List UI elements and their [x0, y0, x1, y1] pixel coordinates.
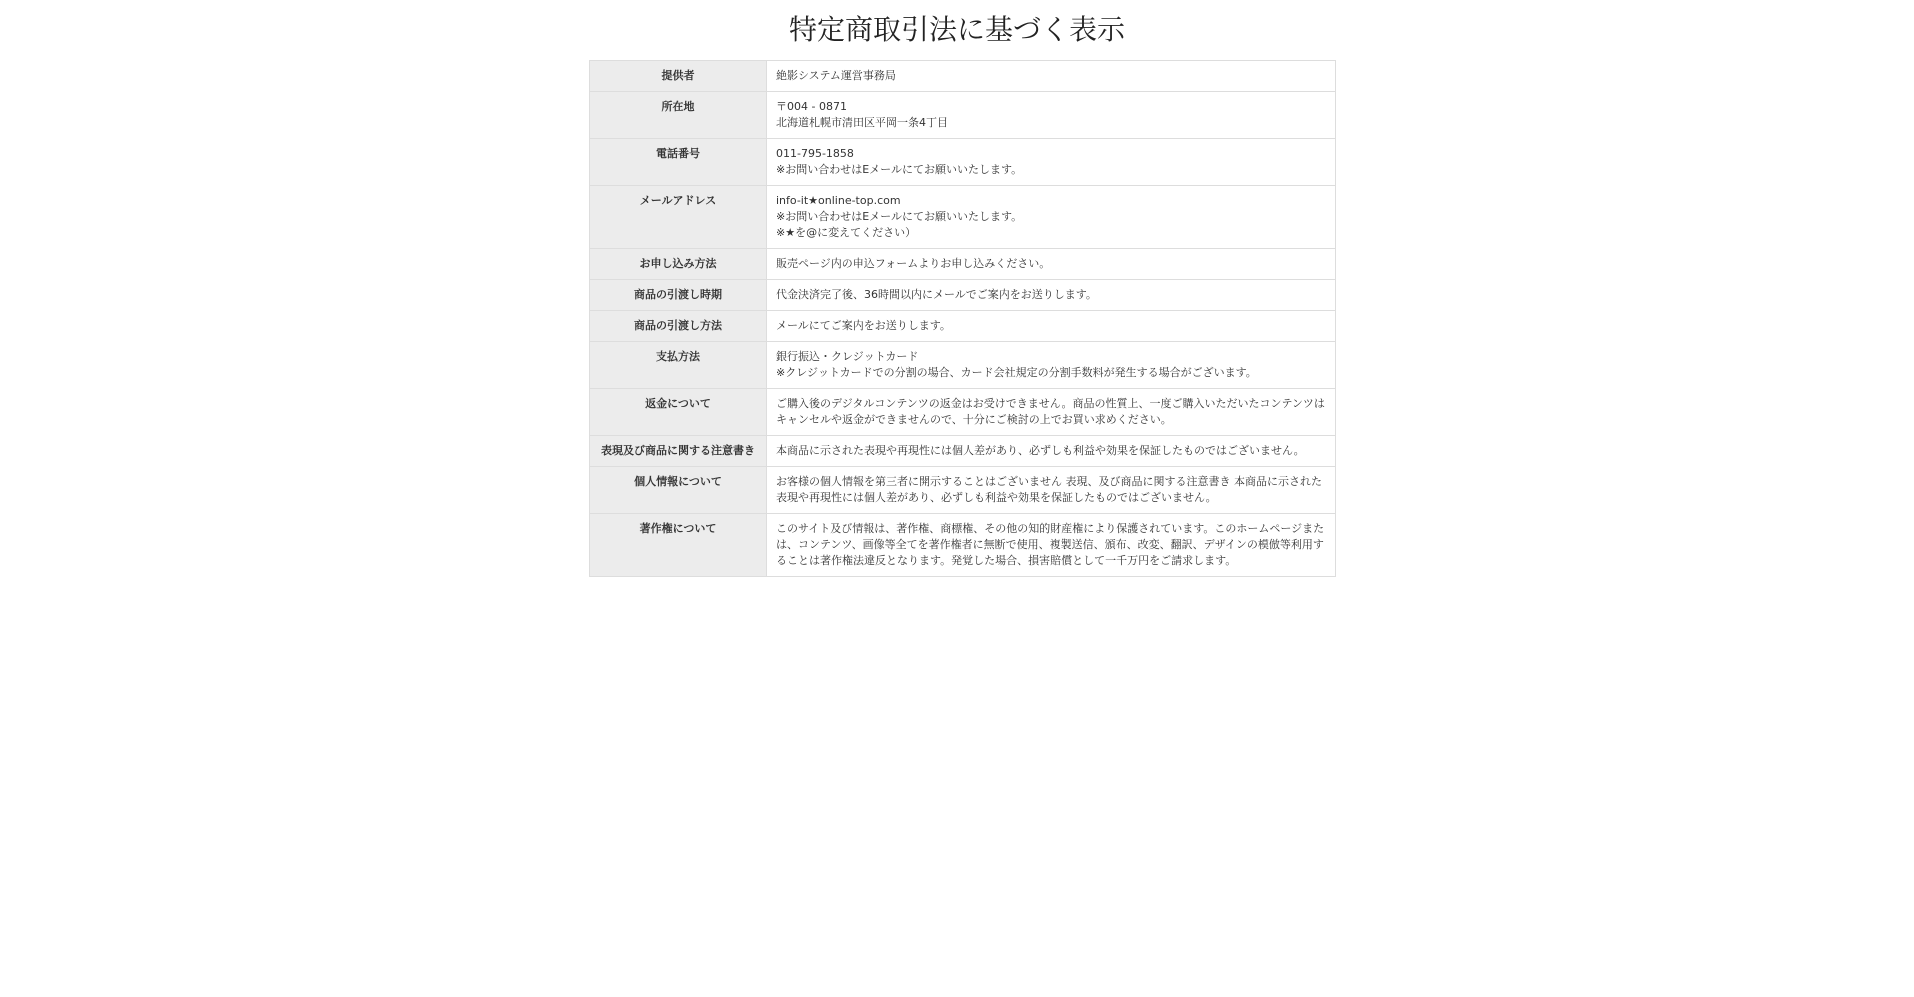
table-row-refund: [590, 389, 1336, 436]
value-line: 銀行振込・クレジットカード: [776, 350, 919, 363]
value-line: 絶影システム運営事務局: [776, 69, 896, 82]
table-row-email: [590, 186, 1336, 249]
row-label: 商品の引渡し方法: [590, 311, 767, 342]
row-value: [767, 311, 1336, 342]
value-line: ご購入後のデジタルコンテンツの返金はお受けできません。商品の性質上、一度ご購入いただいたコンテンツはキャンセルや返金ができませんので、十分にご検討の上でお買い求めください。: [776, 397, 1325, 426]
commerce-law-table: [589, 60, 1336, 577]
row-label: メールアドレス: [590, 186, 767, 249]
table-row-delivery-time: [590, 280, 1336, 311]
row-value: [767, 467, 1336, 514]
value-line: 〒004 - 0871: [776, 100, 847, 113]
page-title: 特定商取引法に基づく表示: [788, 13, 1125, 46]
row-label: 支払方法: [590, 342, 767, 389]
value-line: ※クレジットカードでの分割の場合、カード会社規定の分割手数料が発生する場合がございます。: [776, 366, 1257, 379]
value-line: info-it★online-top.com: [776, 194, 901, 207]
value-line: メールにてご案内をお送りします。: [776, 319, 951, 332]
row-label: 電話番号: [590, 139, 767, 186]
value-line: 011-795-1858: [776, 147, 854, 160]
table-row-application-method: [590, 249, 1336, 280]
value-line: 北海道札幌市清田区平岡一条4丁目: [776, 116, 948, 129]
row-value: [767, 249, 1336, 280]
row-label: 表現及び商品に関する注意書き: [590, 436, 767, 467]
table-row-privacy: [590, 467, 1336, 514]
row-value: [767, 514, 1336, 577]
table-row-provider: [590, 61, 1336, 92]
value-line: お客様の個人情報を第三者に開示することはございません 表現、及び商品に関する注意書き 本商品に示された表現や再現性には個人差があり、必ずしも利益や効果を保証したものではございません。: [776, 475, 1322, 504]
row-label: 所在地: [590, 92, 767, 139]
row-value: [767, 61, 1336, 92]
row-value: [767, 186, 1336, 249]
table-row-disclaimer: [590, 436, 1336, 467]
row-label: 商品の引渡し時期: [590, 280, 767, 311]
table-row-payment-method: [590, 342, 1336, 389]
value-line: 本商品に示された表現や再現性には個人差があり、必ずしも利益や効果を保証したものではございません。: [776, 444, 1305, 457]
table-row-address: [590, 92, 1336, 139]
row-label: 著作権について: [590, 514, 767, 577]
table-row-phone: [590, 139, 1336, 186]
row-value: [767, 342, 1336, 389]
row-value: [767, 389, 1336, 436]
value-line: ※★を@に変えてください）: [776, 226, 917, 239]
value-line: 販売ページ内の申込フォームよりお申し込みください。: [776, 257, 1051, 270]
row-label: 返金について: [590, 389, 767, 436]
row-value: [767, 436, 1336, 467]
row-label: お申し込み方法: [590, 249, 767, 280]
row-label: 提供者: [590, 61, 767, 92]
row-label: 個人情報について: [590, 467, 767, 514]
value-line: ※お問い合わせはEメールにてお願いいたします。: [776, 210, 1023, 223]
value-line: ※お問い合わせはEメールにてお願いいたします。: [776, 163, 1023, 176]
row-value: [767, 280, 1336, 311]
row-value: [767, 92, 1336, 139]
value-line: このサイト及び情報は、著作権、商標権、その他の知的財産権により保護されています。このホームページまたは、コンテンツ、画像等全てを著作権者に無断で使用、複製送信、頒布、改変、翻訳、デザインの模倣等利用することは著作権法違反となります。発覚した場合、損害賠償として一千万円をご請求します。: [776, 522, 1325, 567]
value-line: 代金決済完了後、36時間以内にメールでご案内をお送りします。: [776, 288, 1097, 301]
table-row-delivery-method: [590, 311, 1336, 342]
row-value: [767, 139, 1336, 186]
table-row-copyright: [590, 514, 1336, 577]
